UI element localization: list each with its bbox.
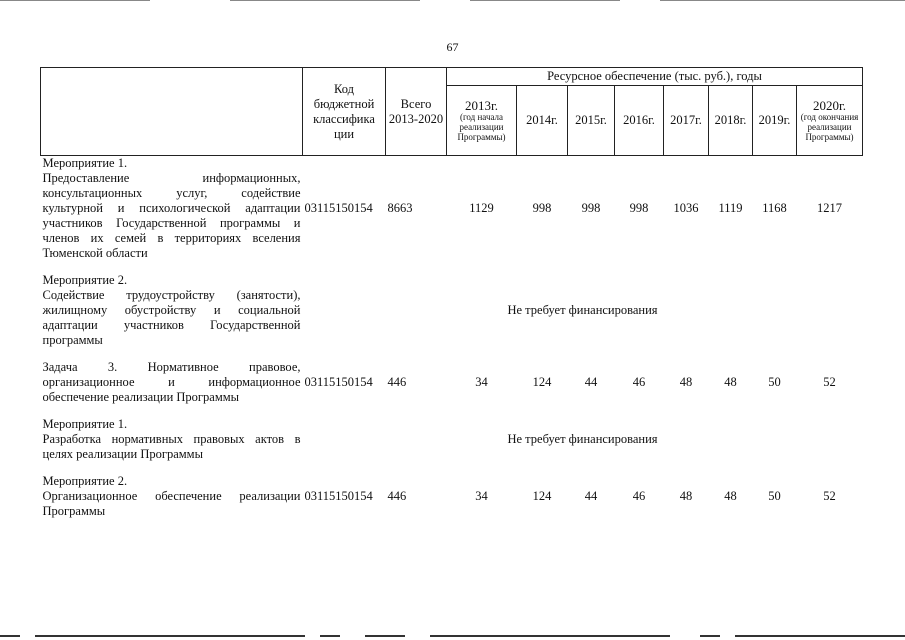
row-title: Мероприятие 2.	[42, 273, 128, 287]
header-year-2014: 2014г.	[517, 86, 568, 156]
row-value-2015: 44	[584, 375, 598, 389]
row-value-2013: 34	[475, 489, 488, 503]
row-value-2020: 1217	[817, 201, 842, 215]
row-value-2018: 48	[724, 375, 737, 389]
row-budget-code: 03115150154	[304, 201, 373, 215]
row-value-2014: 124	[532, 489, 552, 503]
row-not-funded-note: Не требует финансирования	[507, 432, 658, 446]
row-description	[41, 156, 303, 262]
row-value-2016: 46	[632, 375, 646, 389]
header-year-2020-note: (год окончания реализации Программы)	[800, 112, 859, 142]
row-body: Задача 3. Нормативное правовое, организационное и информационное обеспечение реализации Программы	[42, 360, 301, 404]
row-value-2020: 52	[823, 489, 836, 503]
header-budget-code: Код бюджетной классифика ции	[303, 68, 386, 156]
header-year-2017: 2017г.	[664, 86, 709, 156]
budget-table	[40, 67, 863, 519]
row-value-2019: 1168	[762, 201, 787, 215]
row-spacer	[41, 261, 863, 273]
header-year-2015: 2015г.	[568, 86, 615, 156]
row-total: 8663	[387, 201, 413, 215]
row-value-2015: 998	[581, 201, 601, 215]
scan-edge-top	[0, 0, 905, 2]
row-body: Организационное обеспечение реализации Программы	[42, 489, 301, 518]
row-spacer	[41, 348, 863, 360]
row-value-2018: 1119	[718, 201, 743, 215]
header-year-2013	[447, 86, 517, 156]
table-row	[41, 156, 863, 262]
header-row-top	[41, 68, 863, 86]
row-value-2014: 124	[532, 375, 552, 389]
row-title: Мероприятие 2.	[42, 474, 128, 488]
row-budget-code: 03115150154	[304, 375, 373, 389]
header-resource-group: Ресурсное обеспечение (тыс. руб.), годы	[447, 68, 863, 86]
row-value-2017: 48	[679, 375, 693, 389]
row-spacer	[41, 405, 863, 417]
row-value-2020: 52	[823, 375, 836, 389]
header-year-2019: 2019г.	[753, 86, 797, 156]
row-value-2019: 50	[768, 489, 781, 503]
row-value-2016: 46	[632, 489, 646, 503]
row-value-2013: 34	[475, 375, 488, 389]
row-value-2017: 1036	[673, 201, 699, 215]
row-total: 446	[387, 375, 407, 389]
row-body: Предоставление информационных, консультационных услуг, содействие культурной и психологической адаптации участников Государственной программы и членов их семей в территориях вселения Тюменской области	[42, 171, 301, 260]
row-description	[41, 273, 303, 348]
row-value-2017: 48	[679, 489, 693, 503]
header-year-2020-label: 2020г.	[812, 98, 847, 113]
row-title: Мероприятие 1.	[42, 156, 128, 170]
header-year-2013-label: 2013г.	[464, 98, 499, 113]
row-value-2014: 998	[532, 201, 552, 215]
page-number: 67	[446, 40, 459, 54]
row-value-2016: 998	[629, 201, 649, 215]
row-spacer	[41, 462, 863, 474]
table-row	[41, 417, 863, 462]
table-row	[41, 273, 863, 348]
row-not-funded-note: Не требует финансирования	[507, 303, 658, 317]
table-row	[41, 474, 863, 519]
row-description	[41, 360, 303, 405]
row-value-2018: 48	[724, 489, 737, 503]
row-value-2019: 50	[768, 375, 781, 389]
header-year-2020	[797, 86, 863, 156]
header-year-2016: 2016г.	[615, 86, 664, 156]
row-value-2015: 44	[584, 489, 598, 503]
row-body: Содействие трудоустройству (занятости), жилищному обустройству и социальной адаптации участников Государственной программы	[42, 288, 301, 347]
row-description	[41, 474, 303, 519]
row-total: 446	[387, 489, 407, 503]
row-body: Разработка нормативных правовых актов в целях реализации Программы	[42, 432, 301, 461]
header-total: Всего 2013-2020	[386, 68, 447, 156]
table-row	[41, 360, 863, 405]
header-year-2018: 2018г.	[709, 86, 753, 156]
row-value-2013: 1129	[469, 201, 494, 215]
row-budget-code: 03115150154	[304, 489, 373, 503]
row-title: Мероприятие 1.	[42, 417, 128, 431]
header-year-2013-note: (год начала реализации Программы)	[457, 112, 506, 142]
row-description	[41, 417, 303, 462]
scan-edge-bottom	[0, 635, 905, 638]
header-blank	[41, 68, 303, 156]
